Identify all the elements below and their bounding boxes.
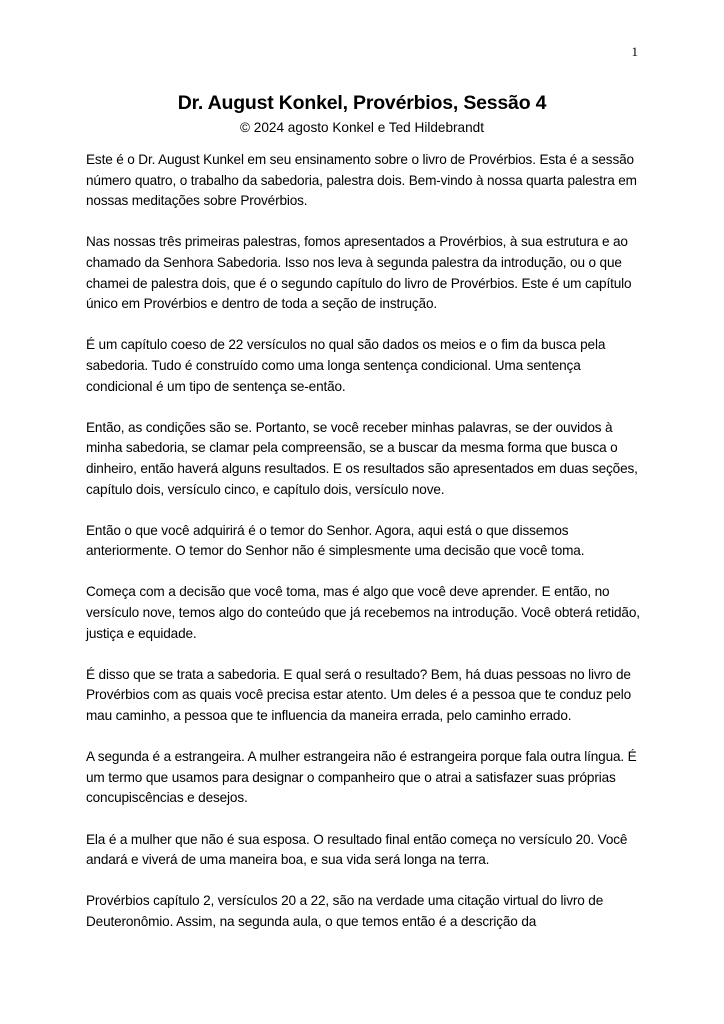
- paragraph: Ela é a mulher que não é sua esposa. O resultado final então começa no versículo 20. Você andará e viverá de uma maneira boa, e sua vida será longa na terra.: [86, 831, 628, 868]
- paragraph: Começa com a decisão que você toma, mas é algo que você deve aprender. E então, no versículo nove, temos algo do conteúdo que já recebemos na introdução. Você obterá retidão, justiça e equidade.: [86, 584, 640, 641]
- paragraph: Provérbios capítulo 2, versículos 20 a 22, são na verdade uma citação virtual do livro de Deuteronômio. Assim, na segunda aula, o que temos então é a descrição da: [86, 893, 604, 929]
- paragraph: Este é o Dr. August Kunkel em seu ensinamento sobre o livro de Provérbios. Esta é a sessão número quatro, o trabalho da sabedoria, palestra dois. Bem-vindo à nossa quarta palestra em nossas meditações sobre Provérbios.: [86, 152, 637, 209]
- paragraph: A segunda é a estrangeira. A mulher estrangeira não é estrangeira porque fala outra língua. É um termo que usamos para designar o companheiro que o atrai a satisfazer suas próprias concupiscências e desejos.: [86, 749, 637, 806]
- paragraph: Então, as condições são se. Portanto, se você receber minhas palavras, se der ouvidos à minha sabedoria, se clamar pela compreensão, se a buscar da mesma forma que busca o dinheiro, então haverá alguns resultados. E os resultados são apresentados em duas seções, capítulo dois, versículo cinco, e capítulo dois, versículo nove.: [86, 419, 638, 497]
- page-number: 1: [631, 44, 638, 59]
- document-body: [86, 150, 646, 953]
- paragraph: É um capítulo coeso de 22 versículos no qual são dados os meios e o fim da busca pela sabedoria. Tudo é construído como uma longa sentença condicional. Uma sentença condicional é um tipo de sentença se-então.: [86, 337, 606, 394]
- paragraph: Nas nossas três primeiras palestras, fomos apresentados a Provérbios, à sua estrutura e ao chamado da Senhora Sabedoria. Isso nos leva à segunda palestra da introdução, ou o que chamei de palestra dois, que é o segundo capítulo do livro de Provérbios. Este é um capítulo único em Provérbios e dentro de toda a seção de instrução.: [86, 234, 632, 312]
- paragraph: É disso que se trata a sabedoria. E qual será o resultado? Bem, há duas pessoas no livro de Provérbios com as quais você precisa estar atento. Um deles é a pessoa que te conduz pelo mau caminho, a pessoa que te influencia da maneira errada, pelo caminho errado.: [86, 666, 632, 724]
- paragraph: Então o que você adquirirá é o temor do Senhor. Agora, aqui está o que dissemos anteriormente. O temor do Senhor não é simplesmente uma decisão que você toma.: [86, 522, 585, 559]
- copyright-line: © 2024 agosto Konkel e Ted Hildebrandt: [239, 120, 485, 135]
- document-title: Dr. August Konkel, Provérbios, Sessão 4: [177, 92, 547, 114]
